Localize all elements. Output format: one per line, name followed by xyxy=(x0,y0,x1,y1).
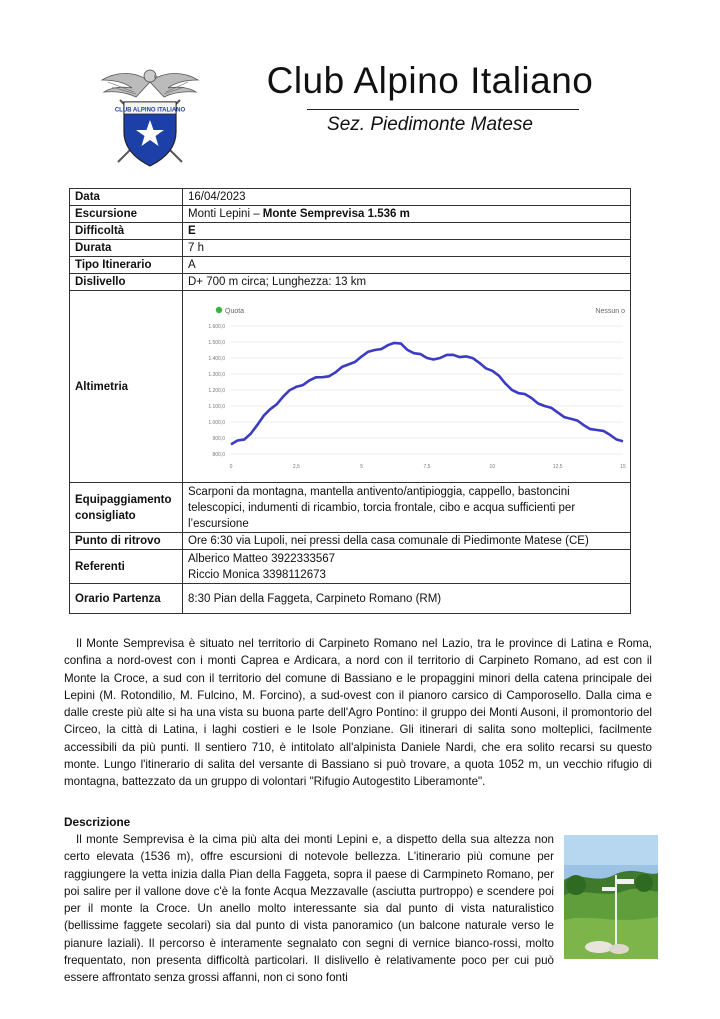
intro-paragraph xyxy=(64,635,652,791)
row-durata xyxy=(70,240,631,257)
value-data: 16/04/2023 xyxy=(183,189,631,206)
value-equipaggiamento: Scarponi da montagna, mantella antivento/antipioggia, cappello, bastoncini telescopici, indumenti di ricambio, torcia frontale, cibo e acqua sufficienti per l’escursione xyxy=(183,483,631,533)
x-tick-label: 7,5 xyxy=(423,463,431,470)
row-tipo xyxy=(70,257,631,274)
y-tick-label: 1.000,0 xyxy=(208,419,225,426)
value-ritrovo: Ore 6:30 via Lupoli, nei pressi della casa comunale di Piedimonte Matese (CE) xyxy=(183,533,631,550)
description-heading: Descrizione xyxy=(64,815,131,829)
row-difficolta xyxy=(70,223,631,240)
y-tick-label: 1.600,0 xyxy=(208,323,225,330)
x-tick-label: 2,5 xyxy=(292,463,300,470)
row-referenti xyxy=(70,550,631,584)
row-ritrovo xyxy=(70,533,631,550)
altimetria-chart-cell xyxy=(183,291,631,483)
y-tick-label: 1.300,0 xyxy=(208,371,225,378)
row-altimetria xyxy=(70,291,631,483)
description-text: Il monte Semprevisa è la cima più alta dei monti Lepini e, a dispetto della sua altezza non certo elevata (1536 m), offre escursioni di notevole bellezza. L'itinerario più comune per raggiungere la vetta inizia dalla Pian della Faggeta, sopra il paese di Carmpineto Romano, per poi salire per il vallone dove c'è la fonte Acqua Mezzavalle (asciutta purtroppo) e scendere poi per il monte la Croce. Un anello molto interessante sia dal punto di vista naturalistico (bellissime faggete secolari) sia dal punto di vista panoramico (un balcone naturale verso le pianure laziali). Il percorso è interamente segnalato con segni di vernice bianco-rossi, molto frequentato, non presenta difficoltà particolari. Il dislivello è relativamente poco per cui può essere affrontato senza grossi affanni, non ci sono fonti xyxy=(64,833,554,985)
trail-photo xyxy=(564,835,658,959)
row-orario xyxy=(70,584,631,614)
y-tick-label: 1.400,0 xyxy=(208,355,225,362)
value-durata: 7 h xyxy=(183,240,631,257)
page-title: Club Alpino Italiano xyxy=(266,60,594,101)
y-tick-label: 1.500,0 xyxy=(208,339,225,346)
referente-2: Riccio Monica 3398112673 xyxy=(188,568,326,581)
x-tick-label: 12,5 xyxy=(552,463,563,470)
y-tick-label: 800,0 xyxy=(212,451,225,458)
y-tick-label: 1.200,0 xyxy=(208,387,225,394)
logo-text: CLUB ALPINO ITALIANO xyxy=(114,107,186,114)
legend-dot xyxy=(216,306,222,312)
referente-1: Alberico Matteo 3922333567 xyxy=(188,552,336,565)
label-referenti: Referenti xyxy=(70,550,183,584)
page-subtitle: Sez. Piedimonte Matese xyxy=(327,114,533,135)
label-tipo: Tipo Itinerario xyxy=(70,257,183,274)
label-escursione: Escursione xyxy=(70,206,183,223)
x-tick-label: 15 xyxy=(620,463,626,470)
row-data xyxy=(70,189,631,206)
value-referenti xyxy=(183,550,631,584)
legend-quota: Quota xyxy=(225,307,245,315)
row-escursione xyxy=(70,206,631,223)
legend-right: Nessun o xyxy=(595,307,625,315)
label-orario: Orario Partenza xyxy=(70,584,183,614)
label-altimetria: Altimetria xyxy=(70,291,183,483)
x-tick-label: 5 xyxy=(360,463,364,470)
escursione-prefix: Monti Lepini – xyxy=(188,208,263,220)
value-dislivello: D+ 700 m circa; Lunghezza: 13 km xyxy=(183,274,631,291)
label-difficolta: Difficoltà xyxy=(70,223,183,240)
value-tipo: A xyxy=(183,257,631,274)
label-equipaggiamento: Equipaggiamento consigliato xyxy=(70,483,183,533)
elevation-chart xyxy=(187,300,630,474)
label-ritrovo: Punto di ritrovo xyxy=(70,533,183,550)
title-underline xyxy=(307,109,579,110)
value-difficolta: E xyxy=(183,223,631,240)
row-equipaggiamento xyxy=(70,483,631,533)
y-tick-label: 1.100,0 xyxy=(208,403,225,410)
cai-logo xyxy=(100,62,200,172)
excursion-info-table xyxy=(69,188,631,614)
intro-text: Il Monte Semprevisa è situato nel territorio di Carpineto Romano nel Lazio, tra le province di Latina e Roma, confina a nord-ovest con i monti Caprea e Ardicara, a nord con il territorio di Carpineto Romano, ad est con il Monte la Croce, a sud con il territorio del comune di Bassiano e le propaggini minori della catena principale dei Lepini (M. Rotondilio, M. Fulcino, M. Forcino), a sud-ovest con il pianoro carsico di Camporosello. Dalla cima e dalle creste più alte si ha una vista su buona parte dell'Agro Pontino: il gruppo dei Monti Ausoni, il promontorio del Circeo, la città di Latina, i laghi costieri e le Isole Ponziane. Gli itinerari di salita sono molteplici, facilmente accessibili da più punti. Il sentiero 710, è intitolato all'alpinista Daniele Nardi, che era solito recarsi su questo monte. Lungo l'itinerario di salita del versante di Bassiano si può trovare, a quota 1052 m, un vecchio rifugio di montagna, battezzato da un gruppo di volontari "Rifugio Autogestito Liberamonte". xyxy=(64,637,652,789)
description-paragraph xyxy=(64,831,652,987)
label-dislivello: Dislivello xyxy=(70,274,183,291)
label-data: Data xyxy=(70,189,183,206)
y-tick-label: 900,0 xyxy=(212,435,225,442)
escursione-bold: Monte Semprevisa 1.536 m xyxy=(262,208,410,220)
label-durata: Durata xyxy=(70,240,183,257)
value-orario: 8:30 Pian della Faggeta, Carpineto Romano (RM) xyxy=(183,584,631,614)
x-tick-label: 10 xyxy=(489,463,496,470)
value-escursione xyxy=(183,206,631,223)
row-dislivello xyxy=(70,274,631,291)
x-tick-label: 0 xyxy=(229,463,233,470)
